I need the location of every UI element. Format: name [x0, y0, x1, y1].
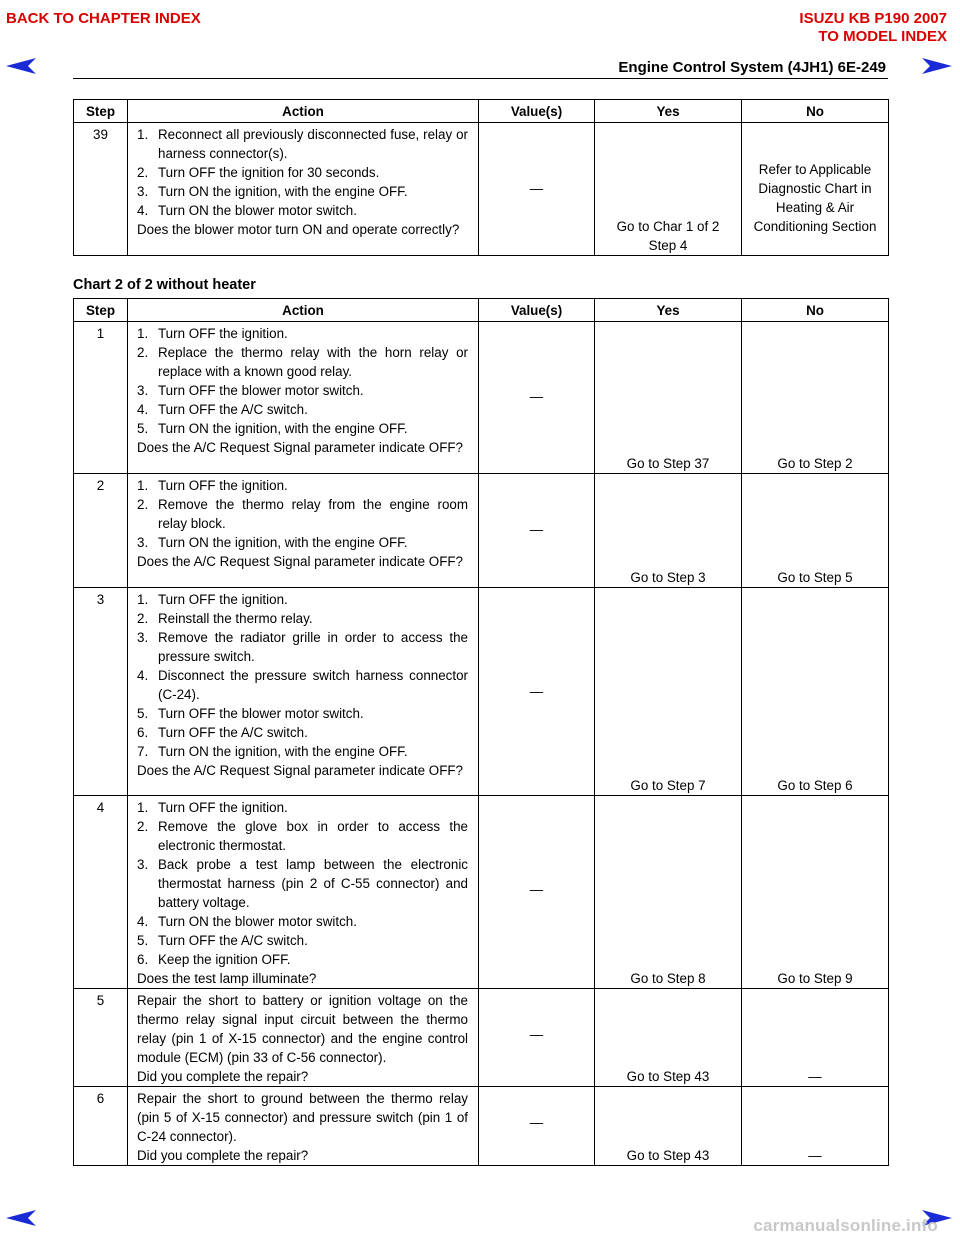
col-yes: Yes — [595, 299, 742, 322]
yes-cell: Go to Char 1 of 2 Step 4 — [595, 123, 742, 256]
table-row — [74, 588, 889, 796]
col-no: No — [742, 100, 889, 123]
table-header-row — [74, 100, 889, 123]
col-step: Step — [74, 299, 128, 322]
action-cell: 1. Turn OFF the ignition. 2. Reinstall the thermo relay. 3. Remove the radiator grille in order to access the pressure switch. 4. Disconnect the pressure switch harness connector (C-24). 5. Turn OFF the blower motor switch. 6. Turn OFF the A/C switch. 7. Turn ON the ignition, with the engine OFF. Does the A/C Request Signal parameter indicate OFF? — [128, 588, 479, 796]
action-text: Repair the short to ground between the thermo relay (pin 5 of X-15 connector) and pressure switch (pin 1 of C-24 connector). — [137, 1091, 468, 1144]
no-cell: Go to Step 2 — [742, 322, 889, 474]
action-cell: 1. Turn OFF the ignition. 2. Remove the glove box in order to access the electronic thermostat. 3. Back probe a test lamp between the electronic thermostat harness (pin 2 of C-55 connector) and battery voltage. 4. Turn ON the blower motor switch. 5. Turn OFF the A/C switch. 6. Keep the ignition OFF. Does the test lamp illuminate? — [128, 796, 479, 989]
table-row — [74, 322, 889, 474]
step-number: 39 — [74, 123, 128, 256]
value-cell: — — [479, 588, 595, 796]
diagnostic-table-continued — [73, 99, 889, 256]
no-cell: Go to Step 9 — [742, 796, 889, 989]
page-title: Engine Control System (4JH1) 6E-249 — [618, 59, 886, 76]
step-number: 1 — [74, 322, 128, 474]
no-cell: — — [742, 1087, 889, 1166]
chart-title: Chart 2 of 2 without heater — [73, 277, 256, 293]
value-cell: — — [479, 796, 595, 989]
no-cell: — — [742, 989, 889, 1087]
yes-cell: Go to Step 37 — [595, 322, 742, 474]
action-cell: 1. Turn OFF the ignition. 2. Replace the thermo relay with the horn relay or replace with a known good relay. 3. Turn OFF the blower motor switch. 4. Turn OFF the A/C switch. 5. Turn ON the ignition, with the engine OFF. Does the A/C Request Signal parameter indicate OFF? — [128, 322, 479, 474]
value-cell: — — [479, 474, 595, 588]
arrow-left-icon[interactable] — [6, 1210, 36, 1226]
col-no: No — [742, 299, 889, 322]
step-number: 4 — [74, 796, 128, 989]
col-values: Value(s) — [479, 299, 595, 322]
value-cell: — — [479, 1087, 595, 1166]
model-title: ISUZU KB P190 2007 — [799, 10, 947, 27]
arrow-right-icon[interactable] — [922, 58, 952, 74]
action-question: Does the A/C Request Signal parameter indicate OFF? — [137, 554, 464, 569]
step-number: 3 — [74, 588, 128, 796]
table-row — [74, 1087, 889, 1166]
yes-cell: Go to Step 8 — [595, 796, 742, 989]
action-cell: 1. Turn OFF the ignition. 2. Remove the thermo relay from the engine room relay block. 3. Turn ON the ignition, with the engine OFF. Does the A/C Request Signal parameter indicate OFF? — [128, 474, 479, 588]
step-number: 2 — [74, 474, 128, 588]
action-cell: 1. Reconnect all previously disconnected fuse, relay or harness connector(s). 2. Turn OFF the ignition for 30 seconds. 3. Turn ON the ignition, with the engine OFF. 4. Turn ON the blower motor switch. Does the blower motor turn ON and operate correctly? — [128, 123, 479, 256]
model-index-block[interactable] — [799, 10, 947, 46]
watermark: carmanualsonline.info — [753, 1216, 938, 1235]
table-row — [74, 123, 889, 256]
action-question: Does the A/C Request Signal parameter indicate OFF? — [137, 440, 464, 455]
no-cell: Go to Step 5 — [742, 474, 889, 588]
action-question: Does the A/C Request Signal parameter indicate OFF? — [137, 763, 464, 778]
yes-cell: Go to Step 7 — [595, 588, 742, 796]
no-cell: Go to Step 6 — [742, 588, 889, 796]
value-cell: — — [479, 322, 595, 474]
table-row — [74, 796, 889, 989]
action-cell — [128, 989, 479, 1087]
col-step: Step — [74, 100, 128, 123]
col-values: Value(s) — [479, 100, 595, 123]
action-question: Does the test lamp illuminate? — [137, 971, 317, 986]
action-question: Does the blower motor turn ON and operate correctly? — [137, 222, 460, 237]
table-row — [74, 474, 889, 588]
no-cell: Refer to Applicable Diagnostic Chart in Heating & Air Conditioning Section — [742, 123, 889, 256]
step-number: 6 — [74, 1087, 128, 1166]
to-model-index-link[interactable]: TO MODEL INDEX — [818, 28, 947, 45]
table-row — [74, 989, 889, 1087]
action-text: Repair the short to battery or ignition voltage on the thermo relay signal input circuit between the thermo relay (pin 1 of X-15 connector) and the engine control module (ECM) (pin 33 of C-56 connector). — [137, 993, 468, 1065]
yes-cell: Go to Step 43 — [595, 989, 742, 1087]
diagnostic-table-chart-2 — [73, 298, 889, 1166]
header-divider — [73, 78, 888, 79]
yes-cell: Go to Step 43 — [595, 1087, 742, 1166]
arrow-left-icon[interactable] — [6, 58, 36, 74]
col-action: Action — [128, 299, 479, 322]
table-header-row — [74, 299, 889, 322]
action-question: Did you complete the repair? — [137, 1148, 309, 1163]
action-cell — [128, 1087, 479, 1166]
step-number: 5 — [74, 989, 128, 1087]
back-to-chapter-index-link[interactable]: BACK TO CHAPTER INDEX — [6, 10, 201, 27]
value-cell: — — [479, 123, 595, 256]
yes-cell: Go to Step 3 — [595, 474, 742, 588]
value-cell: — — [479, 989, 595, 1087]
action-question: Did you complete the repair? — [137, 1069, 309, 1084]
col-action: Action — [128, 100, 479, 123]
col-yes: Yes — [595, 100, 742, 123]
